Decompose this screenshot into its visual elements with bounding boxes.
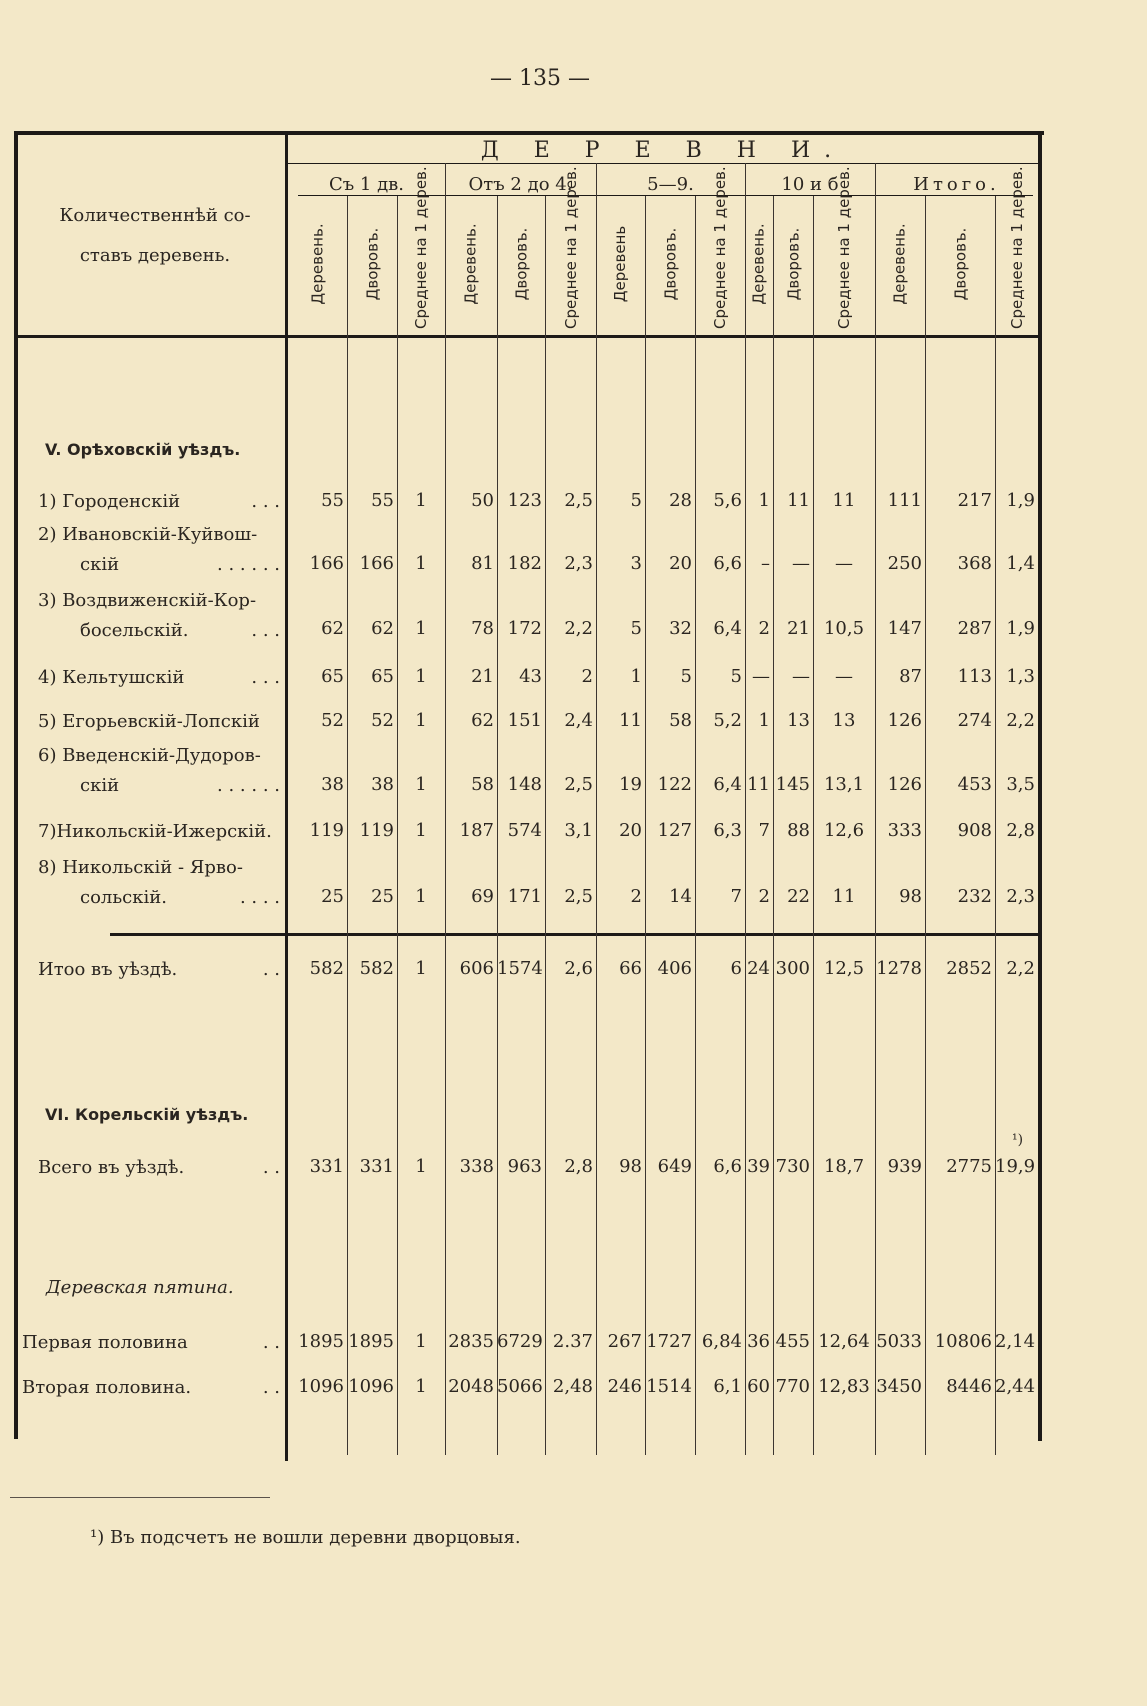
table-cell: 232 <box>957 886 992 907</box>
subcolumn-header-text: Среднее на 1 дерев. <box>711 166 729 329</box>
table-cell: 88 <box>787 820 810 841</box>
table-cell: 3,1 <box>564 820 593 841</box>
table-cell: 333 <box>887 820 922 841</box>
table-cell: 582 <box>309 958 344 979</box>
table-cell: — <box>835 666 853 687</box>
table-cell: 182 <box>507 553 542 574</box>
row-label-line1: 2) Ивановскій-Куйвош- <box>38 524 258 545</box>
row-label-text: Первая половина <box>22 1332 188 1353</box>
table-cell: 43 <box>519 666 542 687</box>
subcolumn-header-text: Среднее на 1 дерев. <box>1007 166 1026 329</box>
page-number: — 135 — <box>490 66 590 91</box>
subcolumn-header <box>773 196 813 332</box>
table-cell: 166 <box>309 553 344 574</box>
table-cell: 3450 <box>876 1376 922 1397</box>
table-cell: 52 <box>321 710 344 731</box>
table-cell: — <box>752 666 770 687</box>
table-cell: 58 <box>669 710 692 731</box>
table-cell: 2,48 <box>552 1376 593 1397</box>
column-divider <box>875 163 876 1455</box>
table-cell: 2,6 <box>564 958 593 979</box>
subcolumn-header-text: Среднее на 1 дерев. <box>835 166 853 329</box>
table-cell: 1727 <box>646 1331 692 1352</box>
row-label <box>22 707 284 737</box>
leader-dots: . . . <box>251 491 280 512</box>
table-cell: 2,8 <box>564 1156 593 1177</box>
subcolumn-header <box>596 196 645 332</box>
table-cell: 39 <box>747 1156 770 1177</box>
table-cell: 21 <box>787 618 810 639</box>
table-cell: 111 <box>887 490 922 511</box>
table-cell: 1 <box>415 490 427 511</box>
row-label <box>22 1373 284 1403</box>
section-orekhov: V. Орѣховскій уѣздъ. <box>45 440 241 459</box>
leader-dots: . . . . . . <box>217 554 280 575</box>
table-cell: 119 <box>359 820 394 841</box>
table-cell: 32 <box>669 618 692 639</box>
subcolumn-header-text: Дворовъ. <box>363 227 381 301</box>
table-cell: 6,6 <box>713 553 742 574</box>
row-label-header-line2: ставъ деревень. <box>79 245 231 266</box>
table-cell: 1,9 <box>1006 490 1035 511</box>
table-cell: 65 <box>371 666 394 687</box>
table-cell: 606 <box>459 958 494 979</box>
table-cell: 2048 <box>448 1376 494 1397</box>
row-label <box>22 1328 284 1358</box>
table-cell: 2.37 <box>552 1331 593 1352</box>
table-cell: 1,3 <box>1006 666 1035 687</box>
table-cell: 1 <box>415 820 427 841</box>
leader-dots: . . . <box>251 667 280 688</box>
row-label-line2 <box>22 883 284 913</box>
row-label-line1 <box>22 1373 284 1403</box>
table-cell: 1514 <box>646 1376 692 1397</box>
table-cell: 1 <box>415 618 427 639</box>
subcolumn-header <box>925 196 995 332</box>
table-cell: 52 <box>371 710 394 731</box>
table-cell: 187 <box>459 820 494 841</box>
table-cell: 1895 <box>298 1331 344 1352</box>
table-cell: 172 <box>507 618 542 639</box>
row-label-line1 <box>22 1153 284 1183</box>
footnote-rule <box>10 1497 270 1498</box>
table-cell: 6,6 <box>713 1156 742 1177</box>
table-cell: 69 <box>471 886 494 907</box>
table-cell: 122 <box>657 774 692 795</box>
row-label <box>22 1153 284 1183</box>
table-cell: 908 <box>957 820 992 841</box>
table-cell: 6,4 <box>713 774 742 795</box>
group-header-1: Съ 1 дв. <box>328 174 405 195</box>
subcolumn-header <box>397 166 445 332</box>
table-cell: 166 <box>359 553 394 574</box>
table-cell: 11 <box>747 774 770 795</box>
table-cell: 574 <box>507 820 542 841</box>
table-cell: 963 <box>507 1156 542 1177</box>
table-cell: 3 <box>630 553 642 574</box>
leader-dots: . . <box>262 1332 280 1353</box>
table-cell: 2,3 <box>1006 886 1035 907</box>
table-cell: 148 <box>507 774 542 795</box>
table-cell: 87 <box>899 666 922 687</box>
table-cell: 1 <box>415 1156 427 1177</box>
table-cell: 11 <box>832 886 856 907</box>
group-header-10-plus: 10 и б <box>781 174 839 195</box>
leader-dots: . . <box>262 1157 280 1178</box>
table-cell: 12,83 <box>818 1376 870 1397</box>
table-cell: 1 <box>415 1331 427 1352</box>
table-cell: 113 <box>957 666 992 687</box>
row-label-header <box>40 196 270 276</box>
table-cell: 58 <box>471 774 494 795</box>
table-cell: 1278 <box>876 958 922 979</box>
table-cell: 3,5 <box>1006 774 1035 795</box>
row-label-text: Итоо въ уѣздѣ. <box>38 959 178 980</box>
table-cell: 2,5 <box>564 490 593 511</box>
subcolumn-header-text: Деревень. <box>750 223 768 305</box>
group-header-total: Итого. <box>913 174 1000 195</box>
table-cell: 453 <box>957 774 992 795</box>
subcolumn-header <box>497 196 545 332</box>
group-header-5-9: 5—9. <box>647 174 694 195</box>
row-label-header-line1: Количественнѣй со- <box>59 205 251 226</box>
table-cell: 5,6 <box>713 490 742 511</box>
table-cell: 1 <box>415 958 427 979</box>
subcolumn-header <box>645 196 695 332</box>
table-cell: 1 <box>630 666 642 687</box>
table-cell: — <box>792 553 810 574</box>
footnote-marker: ¹) <box>1012 1132 1024 1148</box>
table-cell: 2,5 <box>564 886 593 907</box>
table-cell: 2,14 <box>995 1331 1036 1352</box>
table-cell: 25 <box>371 886 394 907</box>
column-divider <box>596 163 597 1455</box>
row-label-line2 <box>22 550 284 580</box>
row-label-text: Вторая половина. <box>22 1377 192 1398</box>
table-cell: 1,4 <box>1006 553 1035 574</box>
table-cell: 13 <box>787 710 810 731</box>
table-cell: — <box>792 666 810 687</box>
table-cell: 12,5 <box>823 958 865 979</box>
table-cell: 1895 <box>348 1331 394 1352</box>
row-label-text: скій <box>80 775 120 796</box>
table-cell: 1096 <box>298 1376 344 1397</box>
subcolumn-header <box>695 166 745 332</box>
table-cell: 60 <box>747 1376 770 1397</box>
table-right-border <box>1038 131 1042 1441</box>
table-cell: 2 <box>630 886 642 907</box>
table-cell: 62 <box>371 618 394 639</box>
header-bottom-border <box>14 335 1042 338</box>
row-label-text: сольскій. <box>80 887 167 908</box>
row-label-text: 4) Кельтушскій <box>38 667 185 688</box>
row-label-line1 <box>22 663 284 693</box>
table-cell: 50 <box>471 490 494 511</box>
table-cell: 1,9 <box>1006 618 1035 639</box>
row-label <box>22 663 284 693</box>
table-cell: 151 <box>507 710 542 731</box>
table-cell: 20 <box>619 820 642 841</box>
subcolumn-header-text: Деревень. <box>462 223 480 305</box>
table-cell: 770 <box>775 1376 810 1397</box>
table-cell: 7 <box>730 886 742 907</box>
row-label <box>22 520 284 580</box>
section-korel: VI. Корельскій уѣздъ. <box>45 1105 249 1124</box>
table-cell: 1 <box>415 774 427 795</box>
section-derevskaya: Деревская пятина. <box>46 1277 234 1298</box>
table-cell: 11 <box>787 490 810 511</box>
row-label-line1 <box>22 817 284 847</box>
table-cell: 2,44 <box>995 1376 1036 1397</box>
table-cell: 6,3 <box>713 820 742 841</box>
table-cell: 287 <box>957 618 992 639</box>
leader-dots: . . <box>262 959 280 980</box>
table-cell: 1 <box>415 710 427 731</box>
table-cell: 2835 <box>448 1331 494 1352</box>
table-cell: 126 <box>887 774 922 795</box>
column-divider <box>445 163 446 1455</box>
subcolumn-header <box>813 166 875 332</box>
table-cell: 6729 <box>497 1331 543 1352</box>
row-label-text: 7)Никольскій-Ижерскій. <box>38 821 272 842</box>
table-cell: 2 <box>581 666 593 687</box>
row-label <box>22 586 284 646</box>
table-cell: 10,5 <box>823 618 865 639</box>
table-cell: 12,64 <box>818 1331 870 1352</box>
group-header-2-4: Отъ 2 до 4. <box>468 174 573 195</box>
table-cell: 5033 <box>876 1331 922 1352</box>
subcolumn-header <box>745 196 773 332</box>
row-label-line1: 8) Никольскій - Ярво- <box>38 857 243 878</box>
leader-dots: . . . . . . <box>217 775 280 796</box>
row-label-line1 <box>22 1328 284 1358</box>
table-cell: 267 <box>607 1331 642 1352</box>
table-cell: 5,2 <box>713 710 742 731</box>
table-cell: 1 <box>758 490 770 511</box>
table-cell: 145 <box>775 774 810 795</box>
row-label-line2 <box>22 616 284 646</box>
column-divider <box>745 163 746 1455</box>
table-cell: 20 <box>669 553 692 574</box>
table-cell: 25 <box>321 886 344 907</box>
table-cell: 5 <box>630 618 642 639</box>
table-cell: 55 <box>371 490 394 511</box>
row-label-line1 <box>22 707 284 737</box>
table-cell: 5066 <box>497 1376 543 1397</box>
table-cell: 250 <box>887 553 922 574</box>
table-cell: 2,2 <box>564 618 593 639</box>
leader-dots: . . . <box>251 620 280 641</box>
table-cell: 6 <box>730 958 742 979</box>
row-label <box>22 853 284 913</box>
row-label <box>22 741 284 801</box>
table-cell: — <box>835 553 853 574</box>
table-cell: 331 <box>309 1156 344 1177</box>
row-label-line2 <box>22 771 284 801</box>
table-cell: 300 <box>775 958 810 979</box>
table-cell: 126 <box>887 710 922 731</box>
row-label <box>22 817 284 847</box>
table-cell: 582 <box>359 958 394 979</box>
table-title: Д Е Р Е В Н И. <box>480 138 846 163</box>
row-label <box>22 955 284 985</box>
table-cell: 119 <box>309 820 344 841</box>
leader-dots: . . . . <box>239 887 280 908</box>
table-cell: 2,5 <box>564 774 593 795</box>
table-cell: 338 <box>459 1156 494 1177</box>
table-cell: – <box>761 553 770 574</box>
table-cell: 939 <box>887 1156 922 1177</box>
table-cell: 11 <box>832 490 856 511</box>
subcolumn-header <box>347 196 397 332</box>
table-cell: 98 <box>899 886 922 907</box>
table-cell: 368 <box>957 553 992 574</box>
title-underline <box>288 163 1038 164</box>
subcolumn-header-text: Дворовъ. <box>661 227 679 301</box>
table-cell: 12,6 <box>823 820 865 841</box>
table-cell: 14 <box>669 886 692 907</box>
table-cell: 6,4 <box>713 618 742 639</box>
table-cell: 78 <box>471 618 494 639</box>
row-label-text: 5) Егорьевскій-Лопскій <box>38 711 260 732</box>
table-cell: 730 <box>775 1156 810 1177</box>
row-label-text: босельскій. <box>80 620 189 641</box>
table-cell: 406 <box>657 958 692 979</box>
table-cell: 127 <box>657 820 692 841</box>
table-cell: 171 <box>507 886 542 907</box>
table-cell: 11 <box>619 710 642 731</box>
footnote: ¹) Въ подсчетъ не вошли деревни дворцовыя. <box>90 1527 521 1548</box>
table-cell: 331 <box>359 1156 394 1177</box>
table-top-border <box>14 131 1044 135</box>
table-cell: 2,8 <box>1006 820 1035 841</box>
table-cell: 66 <box>619 958 642 979</box>
row-label-line1 <box>22 487 284 517</box>
table-cell: 2775 <box>946 1156 992 1177</box>
subcolumn-header <box>875 196 925 332</box>
table-cell: 5 <box>630 490 642 511</box>
table-cell: 1096 <box>348 1376 394 1397</box>
table-cell: 81 <box>471 553 494 574</box>
table-cell: 455 <box>775 1331 810 1352</box>
table-cell: 38 <box>371 774 394 795</box>
table-cell: 649 <box>657 1156 692 1177</box>
table-cell: 62 <box>471 710 494 731</box>
table-cell: 5 <box>730 666 742 687</box>
table-cell: 1 <box>415 666 427 687</box>
table-cell: 65 <box>321 666 344 687</box>
table-cell: 1 <box>415 886 427 907</box>
row-label-line1 <box>22 955 284 985</box>
table-cell: 2,2 <box>1006 710 1035 731</box>
subcolumn-header-text: Деревень. <box>308 223 327 305</box>
table-cell: 19 <box>619 774 642 795</box>
subcolumn-header-text: Деревень. <box>891 223 909 305</box>
row-label <box>22 487 284 517</box>
subcolumn-header-text: Среднее на 1 дерев. <box>561 166 580 329</box>
table-cell: 13,1 <box>823 774 865 795</box>
table-cell: 2 <box>758 886 770 907</box>
table-cell: 13 <box>832 710 856 731</box>
table-cell: 1574 <box>497 958 543 979</box>
subcolumn-header <box>995 166 1038 332</box>
row-label-text: 1) Городенскій <box>38 491 181 512</box>
table-cell: 147 <box>887 618 922 639</box>
table-cell: 246 <box>607 1376 642 1397</box>
table-cell: 6,1 <box>713 1376 742 1397</box>
table-cell: 22 <box>787 886 810 907</box>
row-label-line1: 3) Воздвиженскій-Кор- <box>38 590 257 611</box>
table-cell: 2,4 <box>564 710 593 731</box>
subcolumn-header-text: Среднее на 1 дерев. <box>412 166 430 329</box>
table-cell: 8446 <box>946 1376 992 1397</box>
row-label-text: скій <box>80 554 120 575</box>
table-cell: 1 <box>415 1376 427 1397</box>
table-cell: 24 <box>747 958 770 979</box>
table-left-border <box>14 131 18 1439</box>
table-cell: 19,9 <box>995 1156 1036 1177</box>
table-cell: 274 <box>957 710 992 731</box>
row-label-line1: 6) Введенскій-Дудоров- <box>38 745 261 766</box>
table-cell: 2,3 <box>564 553 593 574</box>
subcolumn-header <box>288 196 347 332</box>
table-cell: 1 <box>758 710 770 731</box>
subcolumn-header-text: Деревень <box>611 225 630 303</box>
row-label-text: Всего въ уѣздѣ. <box>38 1157 185 1178</box>
table-cell: 98 <box>619 1156 642 1177</box>
table-cell: 2852 <box>946 958 992 979</box>
table-cell: 36 <box>747 1331 770 1352</box>
subcolumn-header-text: Дворовъ. <box>784 227 802 301</box>
table-cell: 62 <box>321 618 344 639</box>
table-cell: 5 <box>680 666 692 687</box>
subtotal-separator <box>110 933 1038 936</box>
table-cell: 10806 <box>934 1331 992 1352</box>
table-cell: 28 <box>669 490 692 511</box>
leader-dots: . . <box>262 1377 280 1398</box>
subcolumn-header-text: Дворовъ. <box>951 227 969 301</box>
table-cell: 18,7 <box>823 1156 865 1177</box>
table-cell: 123 <box>507 490 542 511</box>
subcolumn-header-text: Дворовъ. <box>512 227 530 301</box>
subcolumn-header <box>445 196 497 332</box>
table-cell: 2,2 <box>1006 958 1035 979</box>
table-cell: 2 <box>758 618 770 639</box>
table-cell: 6,84 <box>701 1331 742 1352</box>
table-cell: 21 <box>471 666 494 687</box>
table-cell: 1 <box>415 553 427 574</box>
table-cell: 217 <box>957 490 992 511</box>
table-cell: 7 <box>758 820 770 841</box>
subcolumn-header <box>545 166 596 332</box>
table-cell: 38 <box>321 774 344 795</box>
table-cell: 55 <box>321 490 344 511</box>
